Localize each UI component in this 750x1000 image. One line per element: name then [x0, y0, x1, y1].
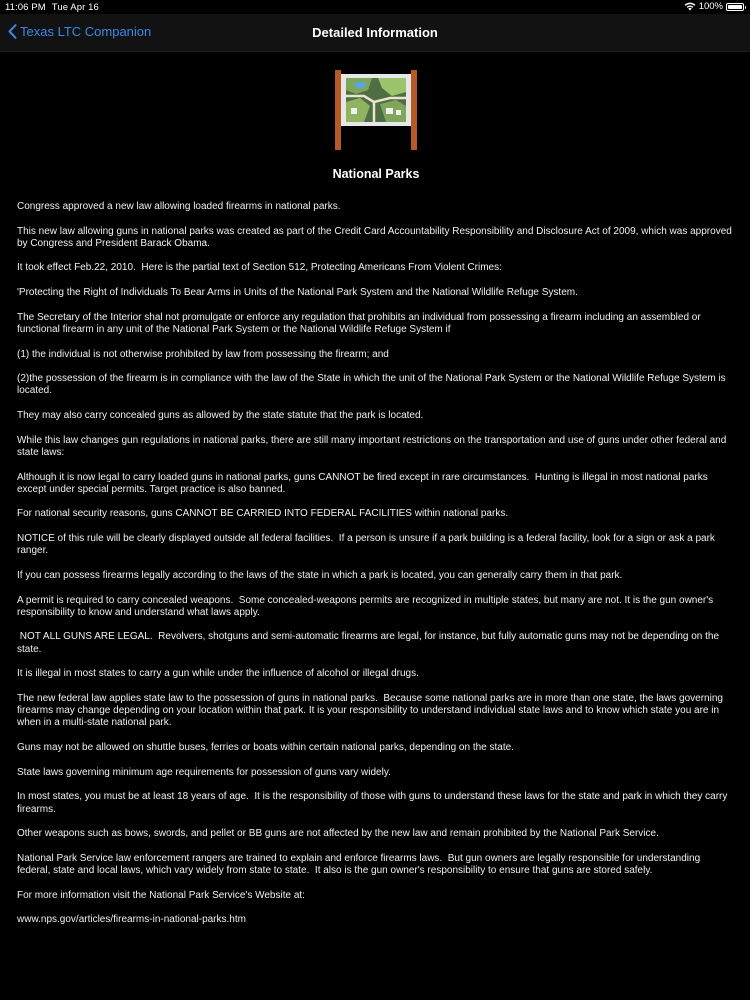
paragraph: Although it is now legal to carry loaded guns in national parks, guns CANNOT be fired except in rare circumstances. Hunting is illegal in most national parks except under special permits. Target practice is also banned. [17, 471, 711, 495]
section-title: National Parks [332, 167, 420, 181]
website-link: www.nps.gov/articles/firearms-in-national-parks.htm [17, 914, 246, 926]
status-bar [0, 0, 750, 14]
status-time: 11:06 PM [5, 2, 46, 13]
back-button-label: Texas LTC Companion [20, 24, 152, 39]
paragraph: NOT ALL GUNS ARE LEGAL. Revolvers, shotguns and semi-automatic firearms are legal, for instance, but fully automatic guns may not be depending on the state. [17, 631, 722, 655]
paragraph: A permit is required to carry concealed weapons. Some concealed-weapons permits are recognized in multiple states, but many are not. It is the gun owner's responsibility to know and understand what laws apply. [17, 594, 716, 618]
paragraph: (2)the possession of the firearm is in compliance with the law of the State in which the unit of the National Park System or the National Wildlife Refuge System is located. [17, 373, 729, 397]
battery-percent: 100% [698, 1, 723, 12]
paragraph: NOTICE of this rule will be clearly displayed outside all federal facilities. If a person is unsure if a park building is a federal facility, look for a sign or ask a park ranger. [17, 533, 718, 557]
paragraph: They may also carry concealed guns as allowed by the state statute that the park is located. [17, 410, 424, 422]
paragraph: National Park Service law enforcement rangers are trained to explain and enforce firearms laws. But gun owners are legally responsible for understanding federal, state and local laws, which vary widely from state to state. It also is the gun owner's responsibility to ensure that guns are stored safely. [17, 852, 703, 877]
paragraph: If you can possess firearms legally according to the laws of the state in which a park is located, you can generally carry them in that park. [17, 569, 623, 581]
navigation-bar [0, 14, 750, 52]
paragraph: Congress approved a new law allowing loaded firearms in national parks. [17, 201, 341, 212]
page-title: Detailed Information [312, 25, 438, 40]
paragraph: State laws governing minimum age requirements for possession of guns vary widely. [17, 766, 391, 778]
status-date: Tue Apr 16 [51, 2, 99, 13]
paragraph: This new law allowing guns in national parks was created as part of the Credit Card Accountability Responsibility and Disclosure Act of 2009, which was approved by Congress and President Barack Obama. [17, 225, 735, 249]
paragraph: It took effect Feb.22, 2010. Here is the partial text of Section 512, Protecting Americans From Violent Crimes: [17, 262, 502, 274]
paragraph: It is illegal in most states to carry a gun while under the influence of alcohol or illegal drugs. [17, 668, 419, 680]
battery-icon [726, 3, 744, 11]
national-park-map-icon [334, 68, 418, 152]
wifi-icon [684, 2, 696, 11]
paragraph: In most states, you must be at least 18 years of age. It is the responsibility of those with guns to understand these laws for the state and park in which they carry firearms. [17, 791, 731, 815]
paragraph: Guns may not be allowed on shuttle buses, ferries or boats within certain national parks, depending on the state. [17, 742, 514, 754]
detail-content [17, 60, 735, 939]
paragraph: While this law changes gun regulations in national parks, there are still many important restrictions on the transportation and use of guns under other federal and state laws: [17, 434, 730, 458]
paragraph: The new federal law applies state law to the possession of guns in national parks. Because some national parks are in more than one state, the laws governing firearms may change depending on your location within that park. It is your responsibility to understand individual state laws and to know which state you are in when in a multi-state national park. [17, 692, 726, 729]
body-text [17, 201, 735, 927]
paragraph: (1) the individual is not otherwise prohibited by law from possessing the firearm; and [17, 348, 389, 360]
paragraph: The Secretary of the Interior shal not promulgate or enforce any regulation that prohibits an individual from possessing a firearm including an assembled or functional firearm in any unit of the National Park System or the National Wildlife Refuge System if [17, 311, 704, 335]
paragraph: Other weapons such as bows, swords, and pellet or BB guns are not affected by the new law and remain prohibited by the National Park Service. [17, 828, 659, 840]
paragraph: For more information visit the National Park Service's Website at: [17, 889, 305, 901]
paragraph: For national security reasons, guns CANNOT BE CARRIED INTO FEDERAL FACILITIES within national parks. [17, 508, 509, 520]
paragraph: 'Protecting the Right of Individuals To Bear Arms in Units of the National Park System and the National Wildlife Refuge System. [17, 287, 578, 299]
